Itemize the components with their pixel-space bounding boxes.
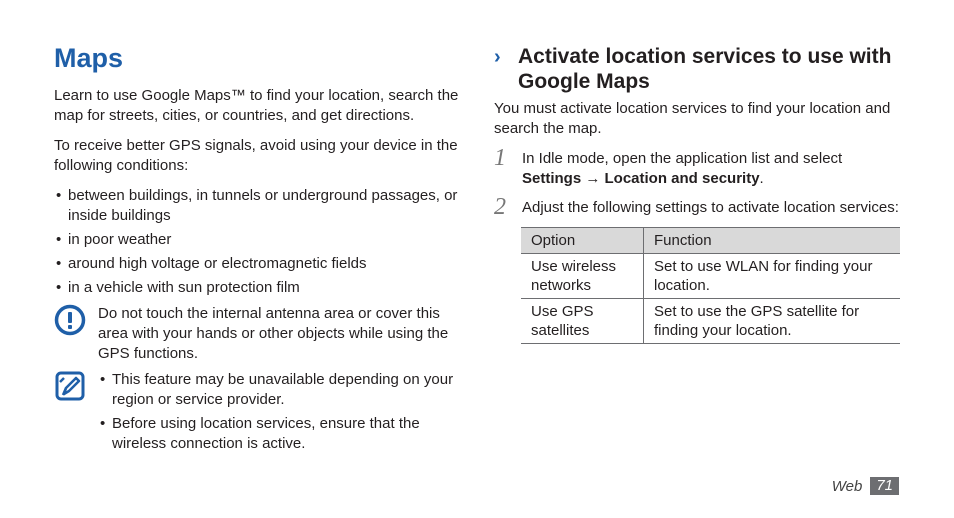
notes-list	[98, 370, 459, 454]
info-note	[54, 370, 459, 454]
conditions-list	[54, 186, 459, 298]
page-footer	[832, 477, 899, 495]
option-cell: Use wireless networks	[521, 254, 644, 299]
page-number: 71	[870, 477, 899, 495]
list-item: • This feature may be unavailable depending on your region or service provider.	[98, 370, 459, 410]
function-cell: Set to use WLAN for finding your location.	[644, 254, 901, 299]
step-text	[522, 149, 900, 189]
step-number: 1	[494, 145, 506, 171]
list-item: • between buildings, in tunnels or underground passages, or inside buildings	[54, 186, 459, 226]
column-header-function: Function	[644, 228, 901, 254]
exclamation-circle-icon	[54, 304, 86, 336]
list-item: • Before using location services, ensure that the wireless connection is active.	[98, 414, 459, 454]
step-text-after: .	[759, 170, 764, 187]
list-item: • around high voltage or electromagnetic fields	[54, 254, 459, 274]
step-text: Adjust the following settings to activate location services:	[522, 199, 899, 216]
left-column	[54, 40, 459, 460]
options-table	[521, 227, 900, 344]
footer-section-name: Web	[831, 477, 863, 495]
warning-text: Do not touch the internal antenna area or cover this area with your hands or other objects while using the GPS functions.	[98, 305, 449, 362]
table-header-row	[521, 228, 900, 254]
warning-note	[54, 304, 459, 364]
section-intro: You must activate location services to find your location and search the map.	[494, 100, 891, 137]
step-text-before: In Idle mode, open the application list and select	[522, 150, 843, 167]
option-cell: Use GPS satellites	[521, 299, 644, 344]
step-1	[494, 145, 900, 189]
page-title: Maps	[54, 43, 124, 73]
list-item: • in a vehicle with sun protection film	[54, 278, 459, 298]
right-column	[494, 44, 900, 344]
table-row	[521, 254, 900, 299]
pencil-note-icon	[54, 370, 86, 402]
chevron-right-icon: ›	[494, 46, 501, 68]
column-header-option: Option	[521, 228, 644, 254]
table-row	[521, 299, 900, 344]
settings-path: Settings → Location and security	[522, 170, 760, 187]
list-item: • in poor weather	[54, 230, 459, 250]
intro-paragraph: Learn to use Google Maps™ to find your location, search the map for streets, cities, or countries, and get directions.	[54, 87, 459, 124]
function-cell: Set to use the GPS satellite for finding your location.	[644, 299, 901, 344]
step-2	[494, 194, 900, 220]
section-title: Activate location services to use with Google Maps	[518, 45, 892, 93]
step-number: 2	[494, 194, 506, 220]
gps-intro-paragraph: To receive better GPS signals, avoid using your device in the following conditions:	[54, 137, 458, 174]
section-heading	[494, 44, 900, 94]
